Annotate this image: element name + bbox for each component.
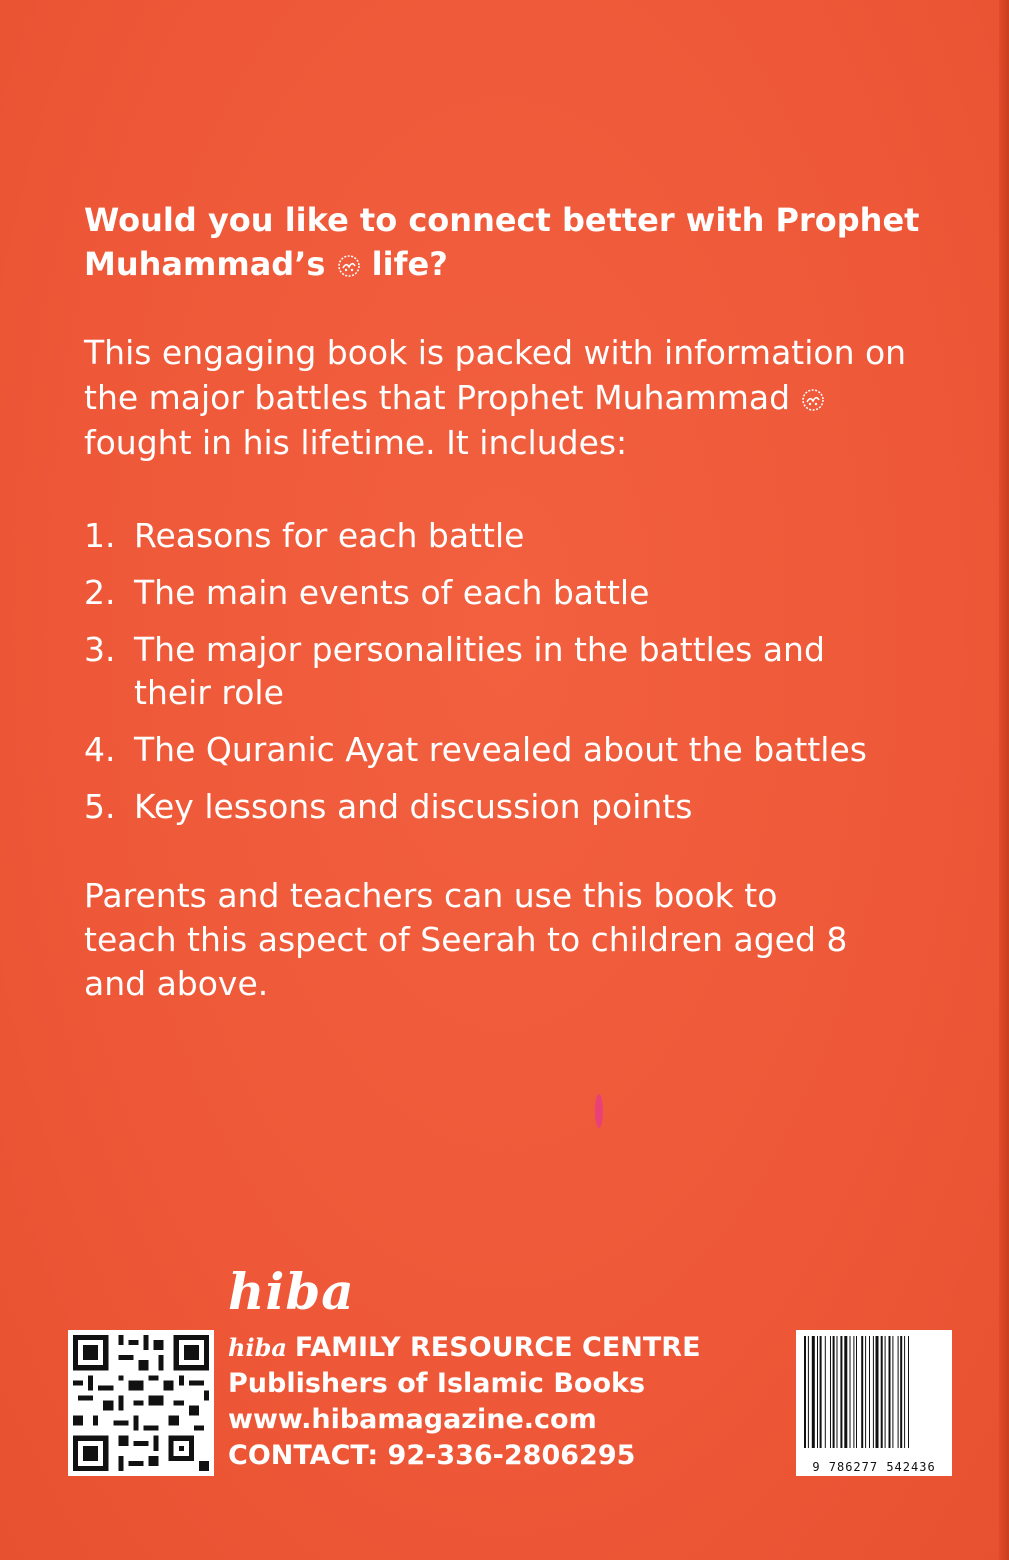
isbn-barcode <box>796 1330 952 1476</box>
barcode-bar <box>850 1336 851 1448</box>
list-text <box>134 628 964 714</box>
closing-line-1: Parents and teachers can use this book to <box>84 876 778 915</box>
list-text: The Quranic Ayat revealed about the battles <box>134 730 867 769</box>
hiba-logo: hiba <box>228 1262 355 1321</box>
intro-paragraph <box>84 330 964 465</box>
barcode-bar <box>908 1336 909 1448</box>
barcode-bar <box>873 1336 874 1448</box>
list-text: Reasons for each battle <box>134 516 525 555</box>
barcode-bar <box>904 1336 905 1448</box>
barcode-bar <box>900 1336 902 1448</box>
barcode-bar <box>856 1336 857 1448</box>
salutation-icon <box>337 254 361 278</box>
barcode-bar <box>833 1336 835 1448</box>
barcode-bar <box>853 1336 854 1448</box>
barcode-bar <box>885 1336 886 1448</box>
intro-line-2-text: the major battles that Prophet Muhammad <box>84 378 791 417</box>
list-text-line-1: The major personalities in the battles and <box>134 630 825 669</box>
barcode-bar <box>881 1336 883 1448</box>
list-text: Key lessons and discussion points <box>134 787 693 826</box>
barcode-bar <box>825 1336 826 1448</box>
publisher-centre: FAMILY RESOURCE CENTRE <box>294 1332 701 1363</box>
cover-edge <box>999 0 1009 1560</box>
list-text: The main events of each battle <box>134 573 650 612</box>
hiba-small-logo: hiba <box>228 1333 287 1362</box>
barcode-bar <box>804 1336 806 1448</box>
list-number: 4. <box>84 730 116 769</box>
list-item <box>84 514 964 557</box>
publisher-contact: CONTACT: 92-336-2806295 <box>228 1440 636 1471</box>
list-item <box>84 571 964 614</box>
closing-line-2: teach this aspect of Seerah to children aged 8 <box>84 920 848 959</box>
barcode-bar <box>817 1336 818 1448</box>
contents-list <box>84 514 964 842</box>
barcode-bar <box>876 1336 879 1448</box>
headline-line-2 <box>84 242 944 286</box>
barcode-bar <box>812 1336 815 1448</box>
barcode-bar <box>808 1336 809 1448</box>
barcode-bar <box>898 1336 899 1448</box>
publisher-website: www.hibamagazine.com <box>228 1404 597 1435</box>
barcode-bar <box>861 1336 863 1448</box>
publisher-name-line <box>228 1330 748 1366</box>
headline-line-1: Would you like to connect better with Prophet <box>84 201 920 239</box>
closing-line-3: and above. <box>84 964 269 1003</box>
barcode-bar <box>865 1336 866 1448</box>
closing-paragraph <box>84 874 964 1006</box>
barcode-bar <box>889 1336 891 1448</box>
list-text-line-2: their role <box>134 673 284 712</box>
barcode-bars <box>796 1330 952 1454</box>
barcode-bar <box>892 1336 893 1448</box>
list-item <box>84 628 964 714</box>
list-item <box>84 785 964 828</box>
publisher-tagline: Publishers of Islamic Books <box>228 1368 646 1399</box>
barcode-bar <box>820 1336 822 1448</box>
intro-line-3: fought in his lifetime. It includes: <box>84 423 628 462</box>
barcode-bar <box>840 1336 842 1448</box>
list-number: 1. <box>84 516 116 555</box>
list-number: 2. <box>84 573 116 612</box>
headline-line-2-end: life? <box>371 245 448 283</box>
barcode-bar <box>844 1336 847 1448</box>
publisher-info <box>228 1330 748 1474</box>
qr-code <box>68 1330 214 1476</box>
list-item <box>84 728 964 771</box>
intro-line-1: This engaging book is packed with information on <box>84 333 907 372</box>
barcode-bar <box>869 1336 870 1448</box>
barcode-digits: 9 786277 542436 <box>812 1460 936 1474</box>
salutation-icon <box>801 388 825 412</box>
headline-line-2-start: Muhammad’s <box>84 245 326 283</box>
list-number: 5. <box>84 787 116 826</box>
barcode-bar <box>830 1336 831 1448</box>
print-speck <box>595 1094 603 1128</box>
barcode-bar <box>837 1336 838 1448</box>
list-number: 3. <box>84 630 116 669</box>
intro-line-2 <box>84 375 964 420</box>
headline <box>84 198 944 286</box>
